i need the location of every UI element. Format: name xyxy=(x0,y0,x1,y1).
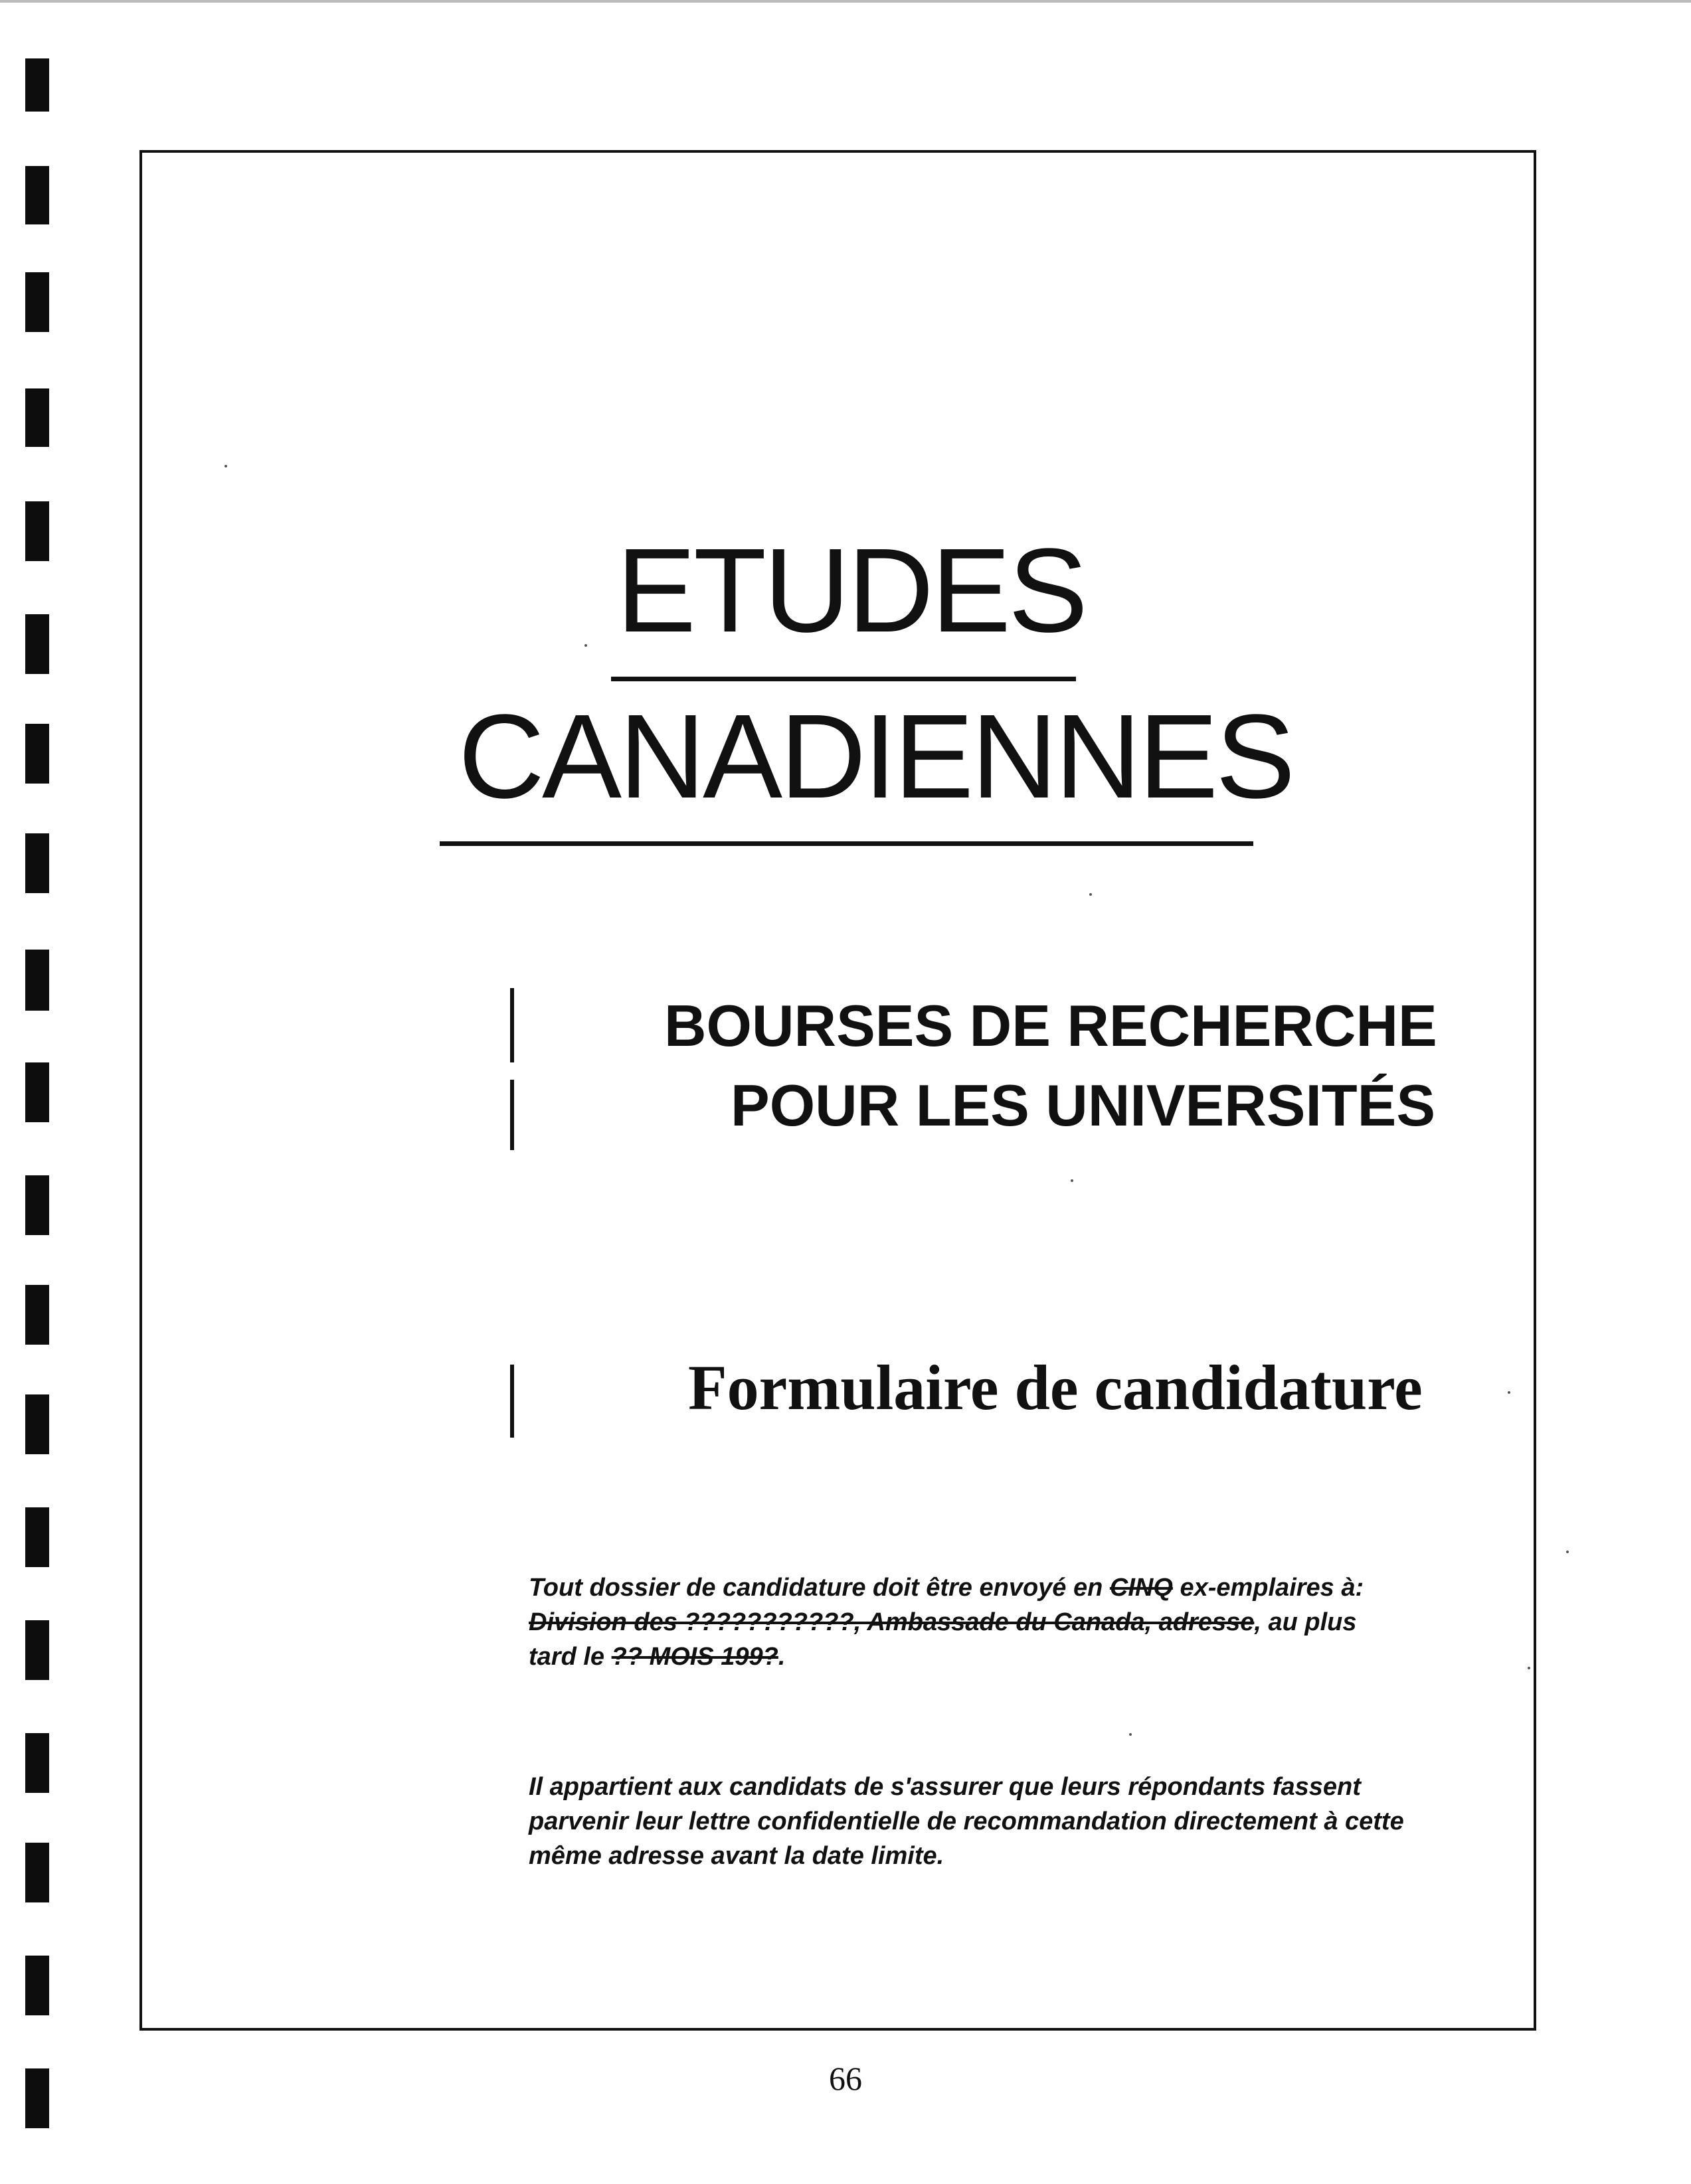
scan-speck xyxy=(224,465,227,467)
binding-hole xyxy=(25,1394,49,1454)
binding-hole xyxy=(25,1175,49,1235)
scan-speck xyxy=(584,644,587,647)
title-underline-2 xyxy=(440,841,1253,846)
instructions-text: , au plus tard le xyxy=(529,1608,1357,1671)
scan-speck xyxy=(1528,1667,1530,1669)
instructions-text: . xyxy=(778,1643,786,1671)
instructions-text: Tout dossier de candidature doit être envoyé en xyxy=(529,1574,1110,1602)
scan-edge-line xyxy=(0,0,1691,3)
title-line-2: CANADIENNES xyxy=(458,690,1293,823)
scan-speck xyxy=(1566,1551,1569,1553)
change-bar xyxy=(510,1080,514,1150)
binding-hole xyxy=(25,1620,49,1680)
page-number: 66 xyxy=(829,2060,862,2097)
change-bar xyxy=(510,988,514,1062)
instructions-text: ex-emplaires à: xyxy=(1172,1574,1364,1602)
binding-hole xyxy=(25,1507,49,1567)
scan-speck xyxy=(1071,1179,1073,1182)
binding-hole xyxy=(25,950,49,1011)
change-bar xyxy=(510,1365,514,1438)
subtitle-line-2: POUR LES UNIVERSITÉS xyxy=(731,1072,1436,1138)
subtitle-line-1: BOURSES DE RECHERCHE xyxy=(664,993,1437,1058)
binding-hole xyxy=(25,1733,49,1793)
binding-hole xyxy=(25,272,49,332)
binding-hole xyxy=(25,1062,49,1122)
scan-speck xyxy=(1089,893,1092,896)
binding-hole xyxy=(25,166,49,224)
scan-speck xyxy=(1129,1733,1132,1736)
binding-hole xyxy=(25,833,49,893)
binding-hole xyxy=(25,388,49,447)
scan-speck xyxy=(1508,1391,1510,1394)
form-title: Formulaire de candidature xyxy=(688,1352,1423,1423)
struck-text: Division des ???????????, Ambassade du Canada, adresse xyxy=(529,1608,1255,1636)
title-line-1: ETUDES xyxy=(616,524,1086,657)
binding-hole xyxy=(25,1843,49,1902)
struck-text: ?? MOIS 199? xyxy=(611,1643,778,1671)
referee-instructions: Il appartient aux candidats de s'assurer que leurs répondants fassent parvenir leur lettre confidentielle de recommandation directement à cette même adresse avant la date limite. xyxy=(529,1773,1404,1870)
binding-hole xyxy=(25,58,49,112)
submission-instructions xyxy=(529,1570,1405,1674)
struck-text: CINQ xyxy=(1109,1574,1173,1602)
title-underline-1 xyxy=(611,677,1076,681)
binding-hole xyxy=(25,1285,49,1345)
binding-hole xyxy=(25,1956,49,2015)
